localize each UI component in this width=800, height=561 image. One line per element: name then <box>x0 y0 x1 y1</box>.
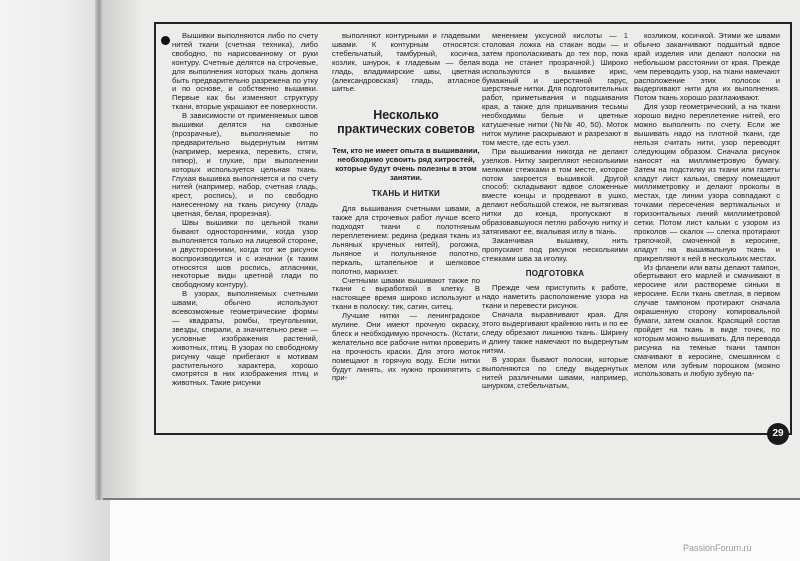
paragraph: Для узор геометрический, а на ткани хорошо видно переплетение нитей, его можно выполнить по счету. Если же вышивать надо на плотной ткани, где нельзя считать нити, узор переводят следующим образом. Сначала рисунок наносят на миллиметровую бумагу. Затем на подстилку из ткани или газеты кладут лист кальки, сверху помещают миллиметровку и делают проколы в местах, где линии узора совпадают с точками пересечения вертикальных и горизонтальных линий миллиметровой сетки. Потом лист кальки с узором из проколов — скалок — слегка протирают тряпочкой, смоченной в керосине, кладут на вышивальную ткань и прикрепляют к ней в нескольких местах. <box>634 102 780 263</box>
paragraph: Заканчивая вышивку, нить пропускают под рисунок несколькими стежками шва за иголку. <box>482 235 628 263</box>
paragraph: Лучшие нитки — ленинградское мулине. Они имеют прочную окраску, блеск и необходимую прочность. (Кстати, желательно все рабочие нитки проверить на прочность краски. Для этого моток помещают в горячую воду. Если нитки будут линять, их нужно прокипятить с при- <box>332 311 480 383</box>
paragraph: Из фланели или ваты делают тампон, обертывают его марлей и смачивают в керосине или раствореме синьки в керосине. Если ткань светлая, в первом случае тампоном протирают сначала окрашенную сторону копировальной бумаги, затем скалок. Красящий состав пройдет на ткань в виде точек, по которым можно вышивать. Для перевода рисунка на темные ткани тампон смачивают в керосине, смешанном с мелом или зубным порошком (можно использовать и любую зубную па- <box>634 262 780 379</box>
paragraph: Сначала выравнивают края. Для этого выдергивают крайнюю нить и по ее следу обрезают лишнюю ткань. Ширину и длину также намечают по выдернутым нитям. <box>482 310 628 355</box>
paragraph: В зависимости от применяемых швов вышивки делятся на сквозные (прозрачные), выполняемые по предварительно выдернутым нитям (например, мережка, перевить, стяги, гипюр), и глухие, при выполнении которых используется цельная ткань. Глухая вышивка выполняется и по счету нитей (например, набор, счетная гладь, крест, роспись), и по свободно нанесенному на ткань рисунку (гладь цветная, белая, прорезная). <box>172 111 318 219</box>
paragraph: козликом, косичкой. Этими же швами обычно заканчивают подшитый вдвое край изделия или делают полоски на небольшом расстоянии от края. Прежде чем переводить узор, на ткани намечают расположение этих полосок и выдергивают нити для их выполнения. Потом ткань хорошо разглаживают. <box>634 31 780 103</box>
column-2 <box>332 32 480 383</box>
page-edge <box>95 0 103 500</box>
paragraph: Счетными швами вышивают также по ткани с выработкой в клетку. В настоящее время широко используют и ткани в полоску: тик, сатин, ситец. <box>332 275 480 312</box>
paragraph: выполняют контурными и гладевыми швами. К контурным относятся: стебельчатый, тамбурный, косичка, козлик, шнурок, к гладевым — белая гладь, владимирские швы, цветная (александровская) гладь, атласное шитье. <box>332 31 480 94</box>
watermark: PassionForum.ru <box>683 543 752 553</box>
column-1 <box>172 32 318 388</box>
paragraph: менением уксусной кислоты — 1 столовая ложка на стакан воды — и затем прополаскивать до тех пор, пока вода не станет прозрачной.) Широко используются в вышивке ирис, бумажный и шерстяной гарус, шерстяные нитки. Для подготовительных работ, приметывания и подшивания края, а также для пришивания тесьмы необходимы белые и цветные катушечные нитки (№№ 40, 50). Моток ниток мулине раскрывают и разрезают в том месте, где есть узел. <box>482 31 628 147</box>
subheading: ПОДГОТОВКА <box>525 268 585 278</box>
column-3 <box>482 32 628 391</box>
paragraph: Для вышивания счетными швами, а также для строчевых работ лучше всего подходят ткани с полотняным переплетением: редина (редкая ткань из льняных крученых нитей), рогожка, льняное и полульняное полотно, перкаль, штапельное и шелковое полотно, маркизет. <box>332 204 480 276</box>
paragraph: Швы вышивки по цельной ткани бывают односторонними, когда узор выполняется только на лицевой стороне, и двусторонними, когда тот же рисунок воспроизводится и с изнанки (к таким относятся шов роспись, атласники, некоторые виды цветной глади по свободному контуру). <box>172 218 318 290</box>
paragraph: В узорах бывают полоски, которые выполняются по следу выдернутых нитей различными швами, например, шнурком, стебельчатым, <box>482 354 628 391</box>
bullet-marker <box>161 36 170 45</box>
lead-text: Тем, кто не имеет опыта в вышивании, необходимо усвоить ряд хитростей, которые будут очень полезны в этом занятии. <box>332 146 480 183</box>
fold-shadow <box>103 0 143 498</box>
paragraph: Вышивки выполняются либо по счету нитей ткани (счетная техника), либо свободно, по нарисованному от руки контуру. Счетные делятся на строчевые, для выполнения которых ткань должна быть предварительно разрежена по утку и по основе, и собственно вышивки. Первые как бы изменяют структуру ткани, вторые украшают ее поверхности. <box>172 31 318 112</box>
paragraph: При вышивании никогда не делают узелков. Нитку закрепляют несколькими мелкими стежками в том месте, которое потом закроется вышивкой. Другой способ: складывают вдвое сложенные вместе концы и продевают в ушко, делают небольшой стежок, не вытягивая нитки до конца, пропускают в образовавшуюся петлю рабочую нитку и затягивают ее, вкалывая иглу в ткань. <box>482 146 628 236</box>
section-heading: Несколько практических советов <box>337 108 475 137</box>
page-number: 29 <box>767 423 789 445</box>
paragraph: Прежде чем приступить к работе, надо наметить расположение узора на ткани и перевести рисунок. <box>482 283 628 311</box>
column-4 <box>634 32 780 379</box>
paragraph: В узорах, выполняемых счетными швами, обычно используют всевозможные геометрические формы — квадраты, ромбы, треугольники, звезды, спирали, а значительно реже — условные изображения растений, животных, птиц. В узорах по свободному рисунку чаще прибегают к мотивам растительного характера, хорошо смотрятся в них изображения птиц и животных. Такие рисунки <box>172 289 318 388</box>
subheading: ТКАНЬ И НИТКИ <box>371 189 441 199</box>
binding-area <box>0 0 110 561</box>
